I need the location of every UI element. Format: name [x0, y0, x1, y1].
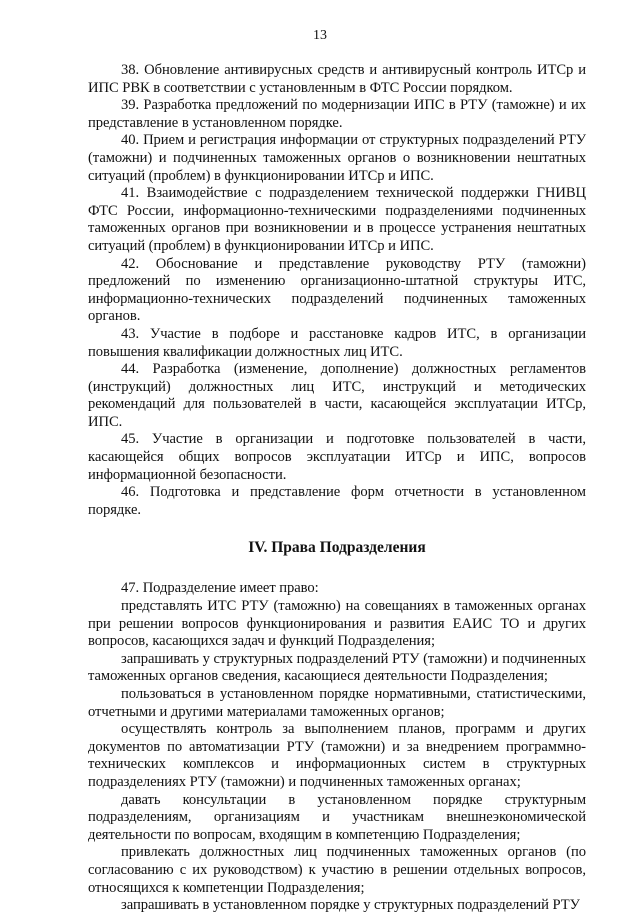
list-item-40: 40. Прием и регистрация информации от структурных подразделений РТУ (таможни) и подчиненных таможенных органов о возникновении нештатных ситуаций (проблем) в функционировании ИТСр и ИПС. — [88, 132, 586, 184]
list-item-45: 45. Участие в организации и подготовке пользователей в части, касающейся общих вопросов эксплуатации ИТСр и ИПС, вопросов информационной безопасности. — [88, 431, 586, 483]
rights-item: представлять ИТС РТУ (таможню) на совещаниях в таможенных органах при решении вопросов функционирования и развития ЕАИС ТО и других вопросов, касающихся задач и функций Подразделения; — [88, 598, 586, 650]
rights-item: давать консультации в установленном порядке структурным подразделениям, организациям и участникам внешнеэкономической деятельности по вопросам, входящим в компетенцию Подразделения; — [88, 791, 586, 843]
rights-item: пользоваться в установленном порядке нормативными, статистическими, отчетными и другими материалами таможенных органов; — [88, 686, 586, 720]
list-item-39: 39. Разработка предложений по модернизации ИПС в РТУ (таможне) и их представление в установленном порядке. — [88, 97, 586, 131]
list-item-46: 46. Подготовка и представление форм отчетности в установленном порядке. — [88, 484, 586, 518]
list-item-38: 38. Обновление антивирусных средств и антивирусный контроль ИТСр и ИПС РВК в соответствии с установленным в ФТС России порядком. — [88, 62, 586, 96]
rights-intro: 47. Подразделение имеет право: — [121, 580, 319, 597]
document-body — [88, 62, 586, 915]
page-number: 13 — [313, 28, 327, 43]
rights-item: запрашивать в установленном порядке у структурных подразделений РТУ — [121, 897, 580, 914]
section-heading: IV. Права Подразделения — [248, 539, 426, 557]
list-item-44: 44. Разработка (изменение, дополнение) должностных регламентов (инструкций) должностных лиц ИТС, инструкций и методических рекомендаций для пользователей в части, касающейся эксплуатации ИТСр, ИПС. — [88, 361, 586, 430]
list-item-42: 42. Обоснование и представление руководству РТУ (таможни) предложений по изменению организационно-штатной структуры ИТС, информационно-технических подразделений подчиненных таможенных органов. — [88, 255, 586, 325]
rights-item: привлекать должностных лиц подчиненных таможенных органов (по согласованию с их руководством) к участию в решении отдельных вопросов, относящихся к компетенции Подразделения; — [88, 844, 586, 896]
rights-item: запрашивать у структурных подразделений РТУ (таможни) и подчиненных таможенных органов сведения, касающиеся деятельности Подразделения; — [88, 650, 586, 685]
list-item-43: 43. Участие в подборе и расстановке кадров ИТС, в организации повышения квалификации должностных лиц ИТС. — [88, 325, 586, 360]
list-item-41: 41. Взаимодействие с подразделением технической поддержки ГНИВЦ ФТС России, информационно-техническими подразделениями подчиненных таможенных органов при возникновении и в процессе устранения нештатных ситуаций (проблем) в функционировании ИТСр и ИПС. — [88, 185, 586, 254]
rights-item: осуществлять контроль за выполнением планов, программ и других документов по автоматизации РТУ (таможни) и за внедрением программно-технических комплексов и информационных систем в структурных подразделениях РТУ (таможни) и подчиненных таможенных органах; — [88, 721, 586, 790]
